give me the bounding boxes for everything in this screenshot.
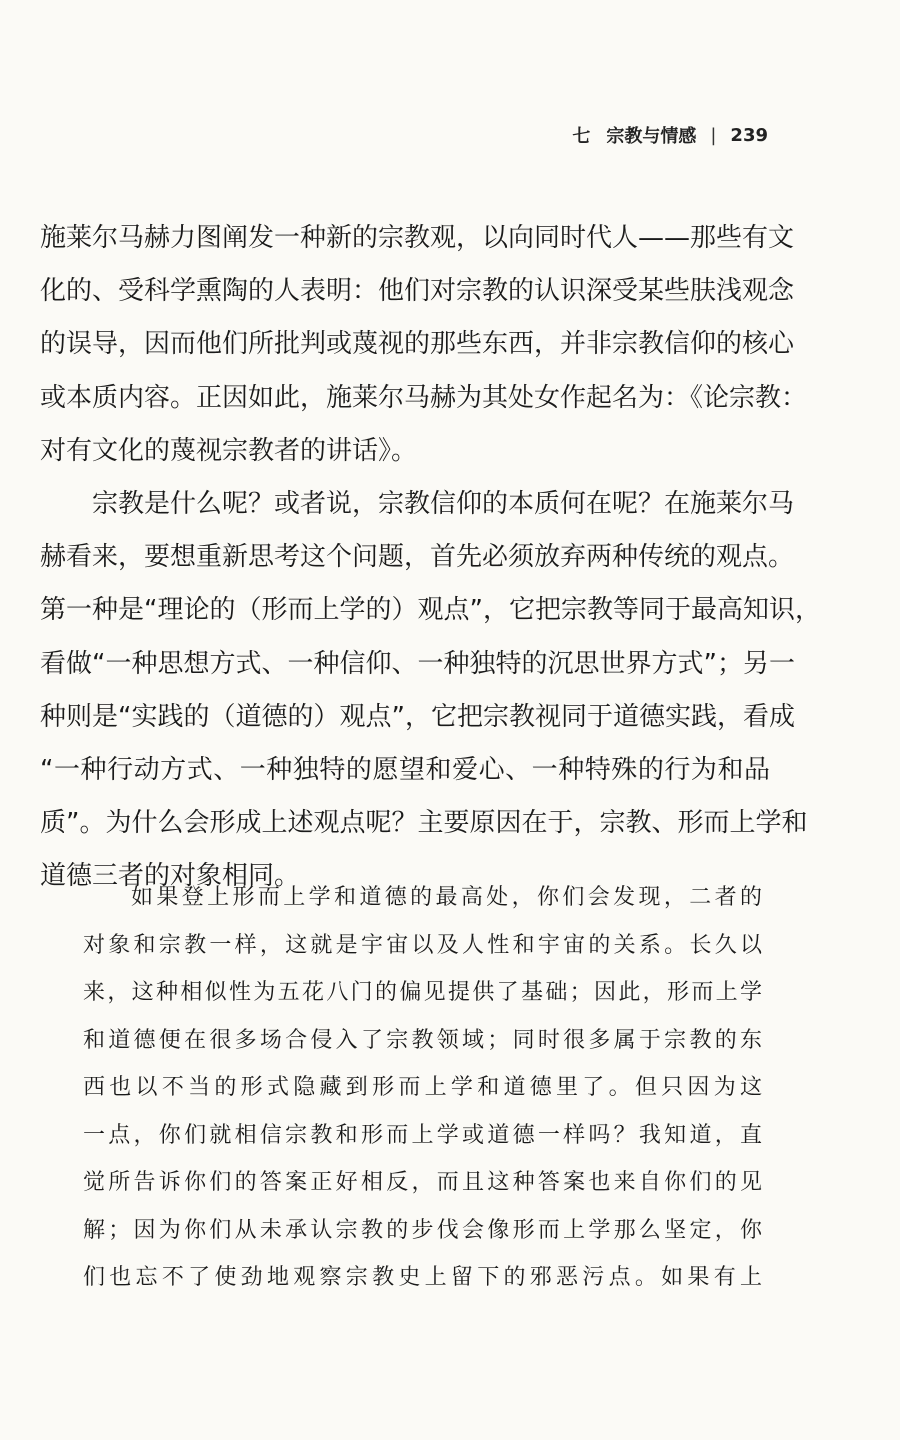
body-line: 宗教是什么呢？或者说，宗教信仰的本质何在呢？在施莱尔马 <box>92 488 795 519</box>
quote-line: 觉所告诉你们的答案正好相反，而且这种答案也来自你们的见 <box>83 1170 763 1195</box>
body-line: 道德三者的对象相同。 <box>40 861 301 892</box>
quote-line: 西也以不当的形式隐藏到形而上学和道德里了。但只因为这 <box>83 1075 763 1100</box>
body-line: 第一种是“理论的（形而上学的）观点”，它把宗教等同于最高知识， <box>40 595 821 626</box>
header-separator: | <box>710 124 717 146</box>
body-line: “一种行动方式、一种独特的愿望和爱心、一种特殊的行为和品 <box>40 754 770 785</box>
body-line: 看做“一种思想方式、一种信仰、一种独特的沉思世界方式”；另一 <box>40 648 795 679</box>
quote-line: 如果登上形而上学和道德的最高处，你们会发现，二者的 <box>131 885 763 910</box>
running-header <box>572 122 768 148</box>
quote-line: 们也忘不了使劲地观察宗教史上留下的邪恶污点。如果有上 <box>83 1265 763 1290</box>
body-line: 的误导，因而他们所批判或蔑视的那些东西，并非宗教信仰的核心 <box>40 329 795 360</box>
body-line: 或本质内容。正因如此，施莱尔马赫为其处女作起名为：《论宗教： <box>40 382 808 413</box>
body-line: 质”。为什么会形成上述观点呢？主要原因在于，宗教、形而上学和 <box>40 808 808 839</box>
quote-line: 来，这种相似性为五花八门的偏见提供了基础；因此，形而上学 <box>83 980 763 1005</box>
body-line: 对有文化的蔑视宗教者的讲话》。 <box>40 435 418 466</box>
quote-line: 解；因为你们从未承认宗教的步伐会像形而上学那么坚定，你 <box>83 1217 763 1243</box>
body-line: 施莱尔马赫力图阐发一种新的宗教观，以向同时代人——那些有文 <box>40 223 795 253</box>
page-number: 239 <box>730 124 768 146</box>
body-line: 化的、受科学熏陶的人表明：他们对宗教的认识深受某些肤浅观念 <box>40 276 795 307</box>
chapter-number: 七 <box>572 126 591 147</box>
quote-line: 对象和宗教一样，这就是宇宙以及人性和宇宙的关系。长久以 <box>83 932 763 958</box>
body-line: 赫看来，要想重新思考这个问题，首先必须放弃两种传统的观点。 <box>40 542 795 573</box>
body-line: 种则是“实践的（道德的）观点”，它把宗教视同于道德实践，看成 <box>40 701 795 732</box>
block-quote <box>83 874 763 1302</box>
quote-line: 一点，你们就相信宗教和形而上学或道德一样吗？我知道，直 <box>83 1122 763 1148</box>
chapter-title: 宗教与情感 <box>606 126 697 147</box>
quote-line: 和道德便在很多场合侵入了宗教领域；同时很多属于宗教的东 <box>83 1027 763 1053</box>
body-text <box>40 212 821 903</box>
